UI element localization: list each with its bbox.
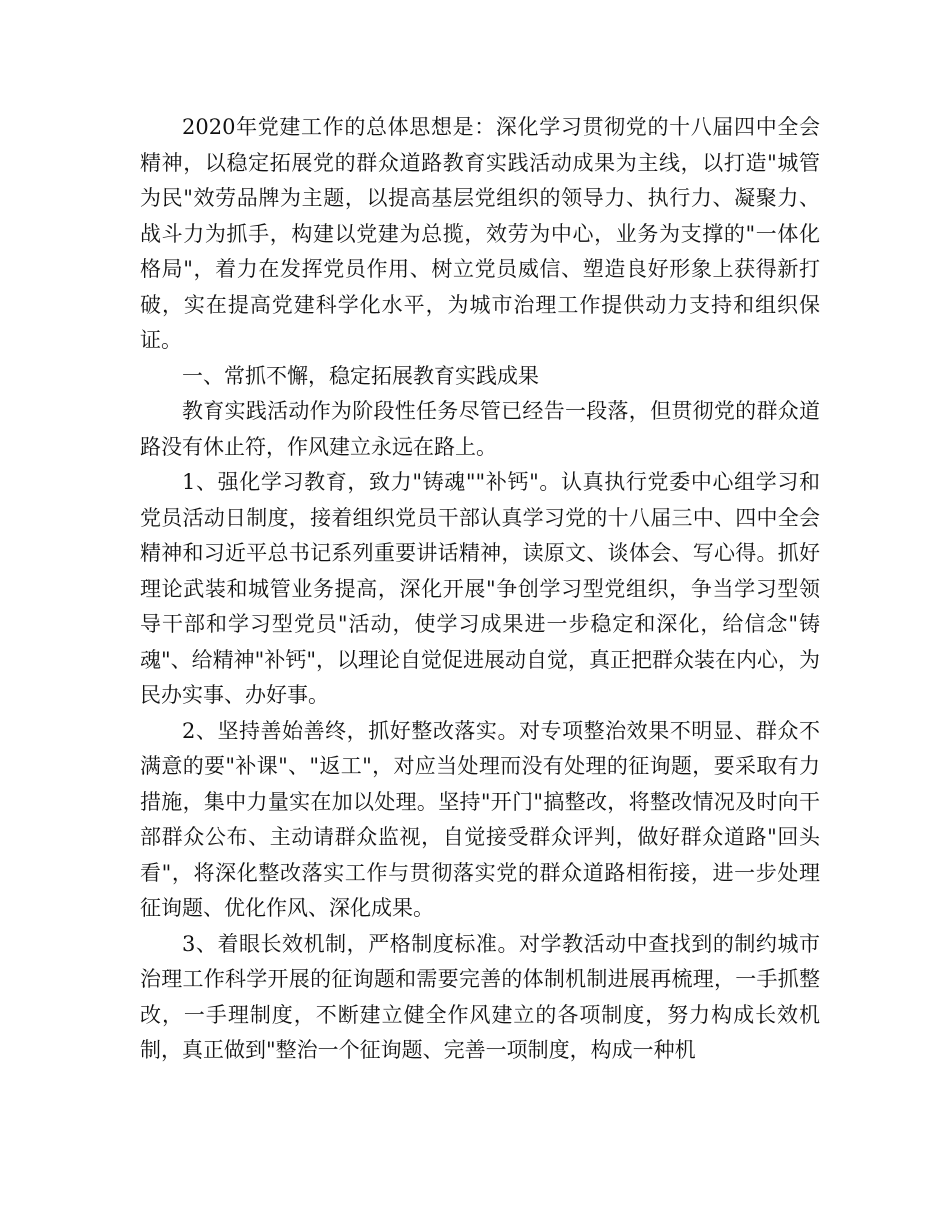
paragraph-item-2: 2、坚持善始善终，抓好整改落实。对专项整治效果不明显、群众不满意的要"补课"、"返工"，对应当处理而没有处理的征询题，要采取有力措施，集中力量实在加以处理。坚持"开门"搞整改，将整改情况及时向干部群众公布、主动请群众监视，自觉接受群众评判，做好群众道路"回头看"，将深化整改落实工作与贯彻落实党的群众道路相衔接，进一步处理征询题、优化作风、深化成果。 <box>140 718 820 920</box>
paragraph-item-1: 1、强化学习教育，致力"铸魂""补钙"。认真执行党委中心组学习和党员活动日制度，接着组织党员干部认真学习党的十八届三中、四中全会精神和习近平总书记系列重要讲话精神，读原文、谈体会、写心得。抓好理论武装和城管业务提高，深化开展"争创学习型党组织，争当学习型领导干部和学习型党员"活动，使学习成果进一步稳定和深化，给信念"铸魂"、给精神"补钙"，以理论自觉促进展动自觉，真正把群众装在内心，为民办实事、办好事。 <box>140 470 820 707</box>
paragraph-section-intro: 教育实践活动作为阶段性任务尽管已经告一段落，但贯彻党的群众道路没有休止符，作风建立永远在路上。 <box>140 399 820 459</box>
section-heading: 一、常抓不懈，稳定拓展教育实践成果 <box>182 363 539 388</box>
document-body <box>140 110 820 1069</box>
paragraph-item-3: 3、着眼长效机制，严格制度标准。对学教活动中查找到的制约城市治理工作科学开展的征询题和需要完善的体制机制进展再梳理，一手抓整改，一手理制度，不断建立健全作风建立的各项制度，努力构成长效机制，真正做到"整治一个征询题、完善一项制度，构成一种机 <box>140 931 820 1062</box>
paragraph-intro: 2020年党建工作的总体思想是：深化学习贯彻党的十八届四中全会精神，以稳定拓展党的群众道路教育实践活动成果为主线，以打造"城管为民"效劳品牌为主题，以提高基层党组织的领导力、执行力、凝聚力、战斗力为抓手，构建以党建为总揽，效劳为中心，业务为支撑的"一体化格局"，着力在发挥党员作用、树立党员威信、塑造良好形象上获得新打破，实在提高党建科学化水平，为城市治理工作提供动力支持和组织保证。 <box>140 115 820 352</box>
